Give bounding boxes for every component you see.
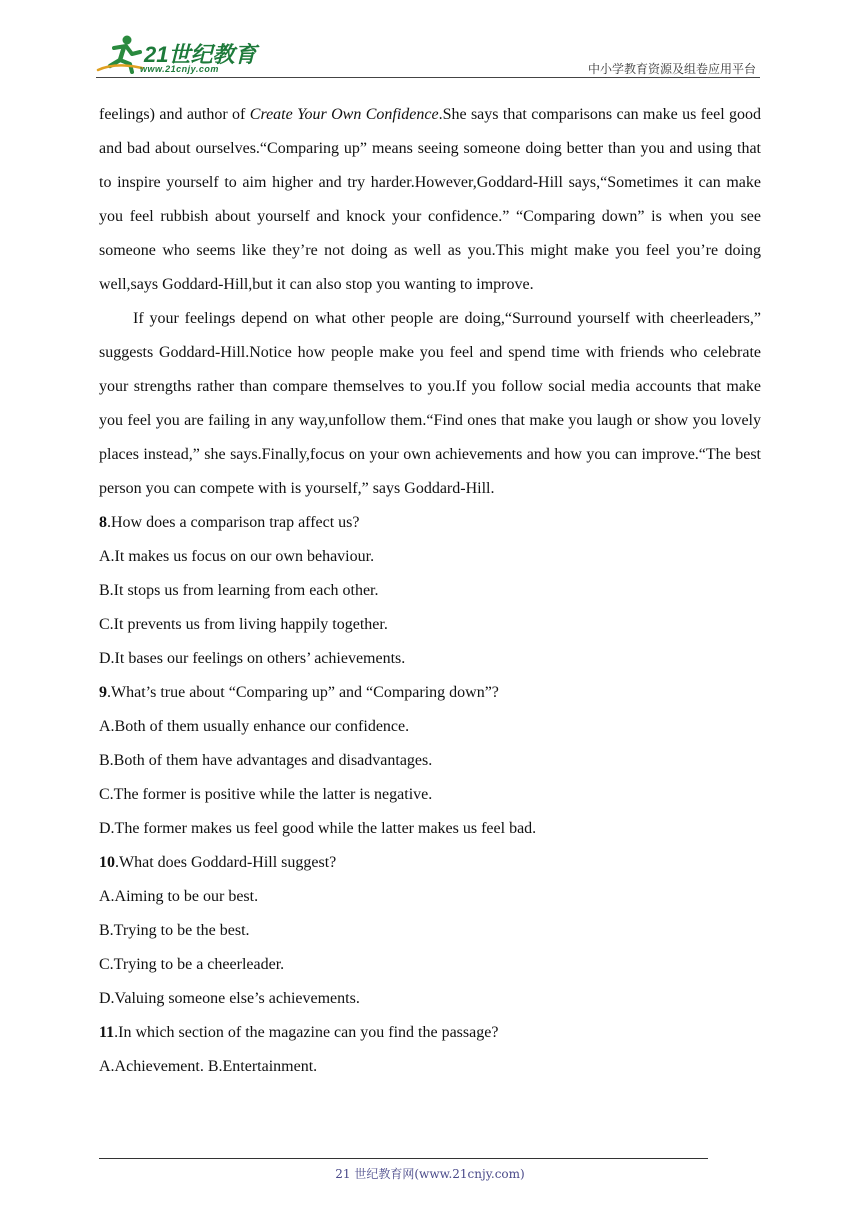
option-10c: C.Trying to be a cheerleader. xyxy=(99,956,285,973)
book-title: Create Your Own Confidence xyxy=(249,106,439,123)
footer-divider xyxy=(99,1158,708,1159)
question-8 xyxy=(99,506,761,540)
option-11ab: A.Achievement. B.Entertainment. xyxy=(99,1058,318,1075)
option-10b: B.Trying to be the best. xyxy=(99,922,250,939)
question-10 xyxy=(99,846,761,880)
option-9d: D.The former makes us feel good while the latter makes us feel bad. xyxy=(99,820,537,837)
option-8c: C.It prevents us from living happily together. xyxy=(99,616,388,633)
site-logo[interactable] xyxy=(96,34,266,78)
question-9 xyxy=(99,676,761,710)
page-header xyxy=(0,0,860,80)
option-10a: A.Aiming to be our best. xyxy=(99,888,259,905)
runner-icon xyxy=(96,34,144,74)
question-number: 10 xyxy=(99,854,115,871)
question-number: 11 xyxy=(99,1024,115,1041)
question-stem: .What does Goddard-Hill suggest? xyxy=(115,854,337,871)
option-8b: B.It stops us from learning from each other. xyxy=(99,582,379,599)
passage-text: .She says that comparisons can make us feel good and bad about ourselves.“Comparing up” means seeing someone doing better than you and using that to inspire yourself to aim higher and try harder.However,Goddard-Hill says,“Sometimes it can make you feel rubbish about yourself and knock your confidence.” “Comparing down” is when you see someone who seems like they’re not doing as well as you.This might make you feel you’re doing well,says Goddard-Hill,but it can also stop you wanting to improve. xyxy=(99,106,762,293)
header-divider xyxy=(96,77,760,78)
footer-text[interactable]: 21 世纪教育网(www.21cnjy.com) xyxy=(335,1167,525,1181)
question-stem: .How does a comparison trap affect us? xyxy=(107,514,360,531)
question-number: 8 xyxy=(99,514,107,531)
option-9c: C.The former is positive while the latter is negative. xyxy=(99,786,433,803)
logo-text: 21世纪教育 xyxy=(144,42,257,67)
passage-paragraph-1 xyxy=(99,98,761,302)
question-stem: .What’s true about “Comparing up” and “Comparing down”? xyxy=(107,684,499,701)
option-9a: A.Both of them usually enhance our confidence. xyxy=(99,718,410,735)
question-stem: .In which section of the magazine can you find the passage? xyxy=(114,1024,499,1041)
document-body xyxy=(99,98,761,1084)
passage-text: feelings) and author of xyxy=(99,106,250,123)
logo-url: www.21cnjy.com xyxy=(140,64,219,74)
question-11 xyxy=(99,1016,761,1050)
option-8d: D.It bases our feelings on others’ achievements. xyxy=(99,650,406,667)
question-number: 9 xyxy=(99,684,107,701)
option-9b: B.Both of them have advantages and disadvantages. xyxy=(99,752,433,769)
option-10d: D.Valuing someone else’s achievements. xyxy=(99,990,360,1007)
option-8a: A.It makes us focus on our own behaviour. xyxy=(99,548,375,565)
passage-paragraph-2: If your feelings depend on what other people are doing,“Surround yourself with cheerleaders,” suggests Goddard-Hill.Notice how people make you feel and spend time with friends who celebrate your strengths rather than compare themselves to you.If you follow social media accounts that make you feel you are failing in any way,unfollow them.“Find ones that make you laugh or show you lovely places instead,” she says.Finally,focus on your own achievements and how you can improve.“The best person you can compete with is yourself,” says Goddard-Hill. xyxy=(99,310,761,497)
header-tagline: 中小学教育资源及组卷应用平台 xyxy=(587,62,756,76)
